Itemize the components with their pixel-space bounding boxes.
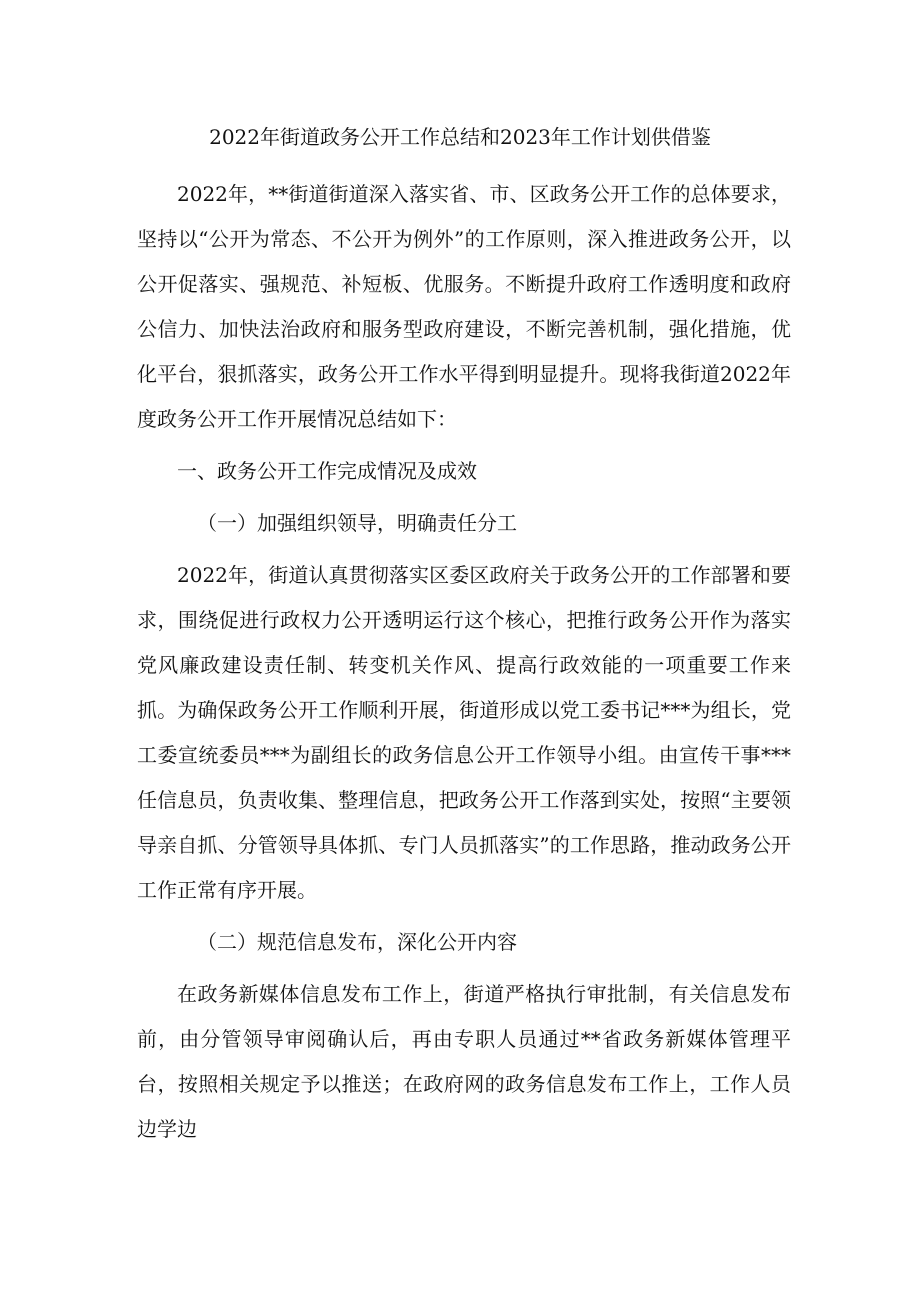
intro-paragraph: 2022年，**街道街道深入落实省、市、区政务公开工作的总体要求，坚持以“公开为常态、不公开为例外”的工作原则，深入推进政务公开，以公开促落实、强规范、补短板、优服务。不断提升政府工作透明度和政府公信力、加快法治政府和服务型政府建设，不断完善机制，强化措施，优化平台，狠抓落实，政务公开工作水平得到明显提升。现将我街道2022年度政务公开工作开展情况总结如下： bbox=[137, 182, 791, 431]
document-body bbox=[137, 172, 791, 1159]
subsection-heading-1: （一）加强组织领导，明确责任分工 bbox=[197, 511, 517, 535]
body-paragraph-1: 2022年，街道认真贯彻落实区委区政府关于政务公开的工作部署和要求，围绕促进行政权力公开透明运行这个核心，把推行政务公开作为落实党风廉政建设责任制、转变机关作风、提高行政效能的一项重要工作来抓。为确保政务公开工作顺利开展，街道形成以党工委书记***为组长，党工委宣统委员***为副组长的政务信息公开工作领导小组。由宣传干事***任信息员，负责收集、整理信息，把政务公开工作落到实处，按照“主要领导亲自抓、分管领导具体抓、专门人员抓落实”的工作思路，推动政务公开工作正常有序开展。 bbox=[137, 563, 791, 902]
body-paragraph-2: 在政务新媒体信息发布工作上，街道严格执行审批制，有关信息发布前，由分管领导审阅确认后，再由专职人员通过**省政务新媒体管理平台，按照相关规定予以推送；在政府网的政务信息发布工作上，工作人员边学边 bbox=[137, 982, 791, 1141]
document-title: 2022年街道政务公开工作总结和2023年工作计划供借鉴 bbox=[209, 125, 711, 149]
subsection-heading-2: （二）规范信息发布，深化公开内容 bbox=[197, 930, 517, 954]
section-heading-1: 一、政务公开工作完成情况及成效 bbox=[177, 459, 477, 483]
